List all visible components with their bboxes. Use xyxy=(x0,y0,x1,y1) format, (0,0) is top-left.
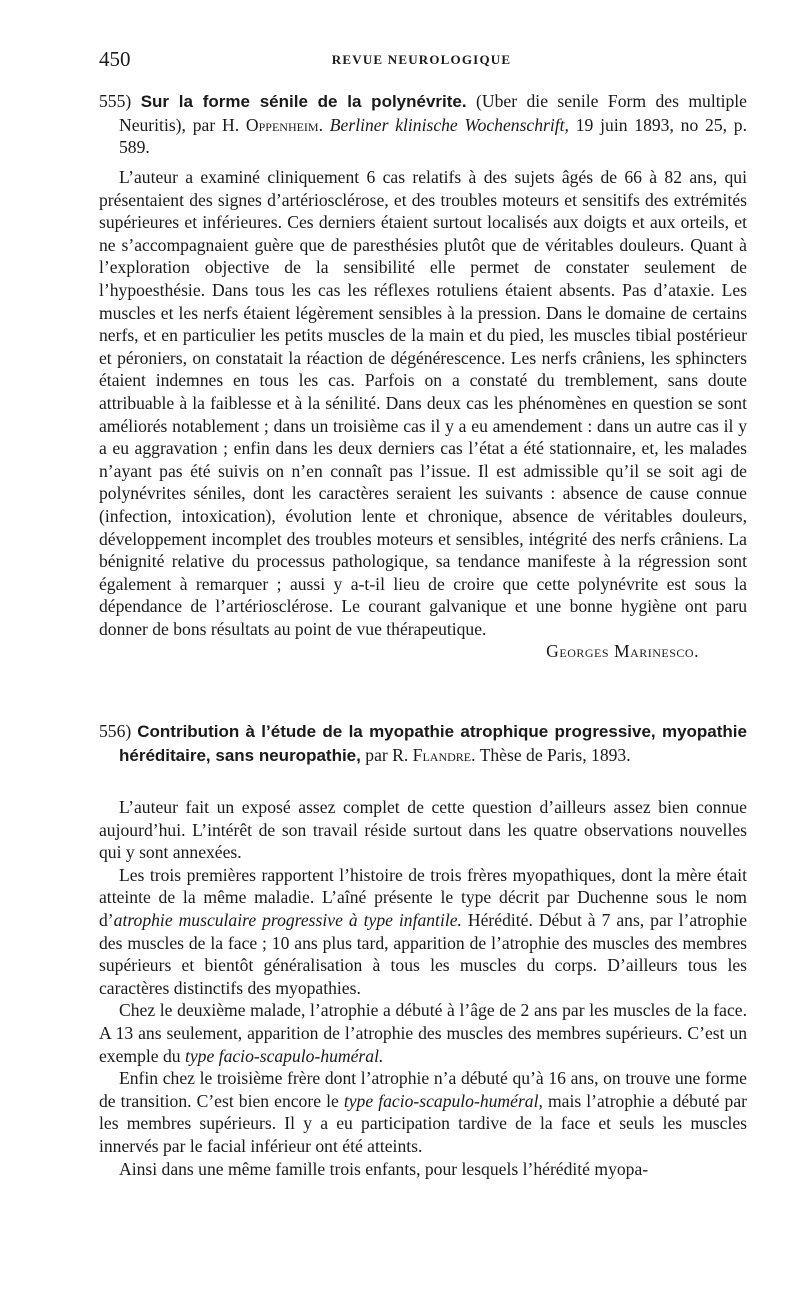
article-original-title: (Uber die senile Form des multiple Neuritis), par xyxy=(119,91,747,135)
article-paragraph: Ainsi dans une même famille trois enfants, pour lesquels l’hérédité myopa- xyxy=(119,1158,649,1179)
page-header xyxy=(99,47,744,73)
article-journal: Berliner klinische Wochenschrift, xyxy=(329,114,569,135)
article-555-body xyxy=(99,166,747,663)
article-paragraph: L’auteur a examiné cliniquement 6 cas relatifs à des sujets âgés de 66 à 82 ans, qui présentaient des signes d’artériosclérose, et des troubles moteurs et sensitifs des extrémités supérieures et inférieures. Ces derniers étaient surtout localisés aux doigts et aux orteils, et ne s’accompagnaient guère que de paresthésies plutôt que de véritables douleurs. Quant à l’exploration objective de la sensibilité elle permet de constater seulement de l’hypoesthésie. Dans tous les cas les réflexes rotuliens étaient absents. Pas d’ataxie. Les muscles et les nerfs étaient légèrement sensibles à la pression. Dans le domaine de certains nerfs, et en particulier les petits muscles de la main et du pied, les muscles tibial postérieur et péroniers, on constatait la réaction de dégénérescence. Les nerfs crâniens, les sphincters étaient indemnes en tous les cas. Parfois on a constaté du tremblement, sans doute attribuable à la faiblesse et à la sénilité. Dans deux cas les phénomènes en question se sont améliorés notablement ; dans un troisième cas il y a eu amendement : dans un autre cas il y a eu aggravation ; enfin dans les deux derniers cas l’état a été stationnaire, et, les malades n’ayant pas été suivis on n’en connaît pas l’issue. Il est admissible qu’il se soit agi de polynévrites séniles, dont les caractères seraient les suivants : absence de cause connue (infection, intoxication), évolution lente et chronique, absence de véritables douleurs, développement incomplet des troubles moteurs et sensibles, intégrité des nerfs crâniens. La bénignité relative du processus pathologique, sa tendance manifeste à la régression sont également à remarquer ; aussi y a-t-il lieu de croire que cette polynévrite est sous la dépendance de l’artériosclérose. Le courant galvanique et une bonne hygiène ont paru donner de bons résultats au point de vue thérapeutique. xyxy=(99,167,747,639)
page-number: 450 xyxy=(99,47,131,71)
article-number: 555) xyxy=(99,91,132,111)
article-number: 556) xyxy=(99,721,132,741)
article-555-heading xyxy=(99,90,747,159)
article-paragraph: L’auteur fait un exposé assez complet de cette question d’ailleurs assez bien connue aujourd’hui. L’intérêt de son travail réside surtout dans les quatre observations nouvelles qui y sont annexées. xyxy=(99,797,747,863)
article-title: Sur la forme sénile de la polynévrite. xyxy=(140,92,467,111)
article-reference: 19 juin 1893, no 25, p. 589. xyxy=(119,114,748,158)
article-556-body xyxy=(99,796,747,1180)
article-title: Contribution à l’étude de la myopathie atrophique progressive, myopathie héréditaire, sans neuropathie, xyxy=(119,722,747,765)
article-556-heading xyxy=(99,720,747,767)
article-reference: Thèse de Paris, 1893. xyxy=(479,744,631,765)
article-paragraph: Chez le deuxième malade, l’atrophie a débuté à l’âge de 2 ans par les muscles de la face. A 13 ans seulement, apparition de l’atrophie des muscles des membres supérieurs. C’est un exemple du type facio-scapulo-huméral. xyxy=(99,1000,747,1066)
article-ref-by: par xyxy=(365,744,388,765)
running-title: REVUE NEUROLOGIQUE xyxy=(331,52,512,67)
signature-line xyxy=(99,640,747,663)
article-author: H. Oppenheim. xyxy=(222,114,323,135)
article-paragraph: Enfin chez le troisième frère dont l’atrophie n’a débuté qu’à 16 ans, on trouve une forme de transition. C’est bien encore le type facio-scapulo-huméral, mais l’atrophie a débuté par les membres supérieurs. Il y a eu participation tardive de la face et seuls les muscles innervés par le facial inférieur ont été atteints. xyxy=(99,1068,747,1156)
article-author: R. Flandre. xyxy=(392,744,476,765)
signature: Georges Marinesco. xyxy=(546,641,699,662)
article-paragraph: Les trois premières rapportent l’histoire de trois frères myopathiques, dont la mère était atteinte de la même maladie. L’aîné présente le type décrit par Duchenne sous le nom d’atrophie musculaire progressive à type infantile. Hérédité. Début à 7 ans, par l’atrophie des muscles de la face ; 10 ans plus tard, apparition de l’atrophie des muscles des membres supérieurs et bientôt généralisation à tous les muscles du corps. D’ailleurs tous les caractères distinctifs des myopathies. xyxy=(99,864,747,998)
